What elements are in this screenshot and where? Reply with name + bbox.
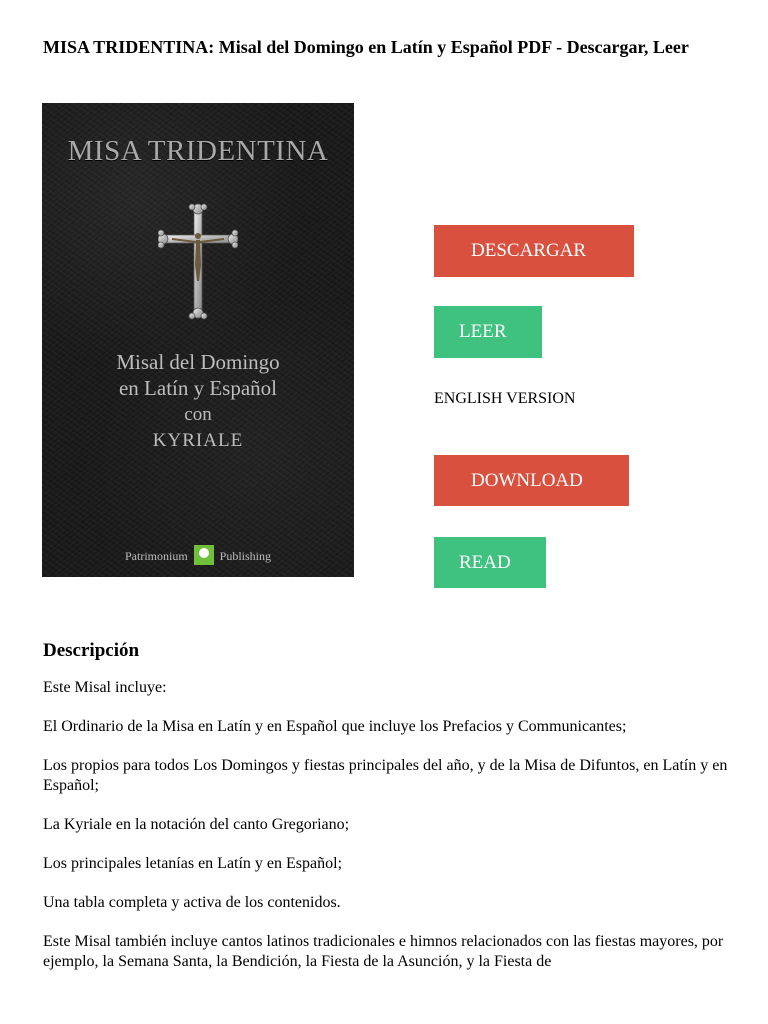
description-body xyxy=(43,678,733,991)
page-title: MISA TRIDENTINA: Misal del Domingo en Latín y Español PDF - Descargar, Leer xyxy=(43,37,689,57)
cover-subtitle-line4: KYRIALE xyxy=(152,430,244,451)
descargar-button[interactable]: DESCARGAR xyxy=(434,225,634,277)
book-cover xyxy=(42,103,354,577)
description-paragraph: El Ordinario de la Misa en Latín y en Español que incluye los Prefacios y Communicantes; xyxy=(43,718,627,735)
cover-subtitle-line3: con xyxy=(184,404,212,425)
crucifix-icon xyxy=(158,203,238,321)
description-paragraph: Este Misal también incluye cantos latinos tradicionales e himnos relacionados con las fiestas mayores, por ejemplo, la Semana Santa, la Bendición, la Fiesta de la Asunción, y la Fiesta de xyxy=(43,933,724,970)
cover-title: MISA TRIDENTINA xyxy=(67,135,329,167)
publisher-name-left: Patrimonium xyxy=(124,549,188,563)
publisher-name-right: Publishing xyxy=(219,549,272,563)
description-paragraph: Una tabla completa y activa de los contenidos. xyxy=(43,894,341,911)
tree-logo-icon xyxy=(194,545,214,565)
cover-subtitle-line2: en Latín y Español xyxy=(118,376,278,400)
english-version-label: ENGLISH VERSION xyxy=(434,390,576,407)
read-button[interactable]: READ xyxy=(434,537,546,588)
description-paragraph: Este Misal incluye: xyxy=(43,679,167,696)
description-paragraph: Los propios para todos Los Domingos y fiestas principales del año, y de la Misa de Difuntos, en Latín y en Español; xyxy=(43,757,728,794)
cover-publisher xyxy=(42,545,354,565)
cover-subtitle-line1: Misal del Domingo xyxy=(116,350,280,374)
description-heading: Descripción xyxy=(43,640,140,661)
leer-button[interactable]: LEER xyxy=(434,306,542,358)
description-paragraph: La Kyriale en la notación del canto Gregoriano; xyxy=(43,816,350,833)
description-paragraph: Los principales letanías en Latín y en Español; xyxy=(43,855,343,872)
download-button[interactable]: DOWNLOAD xyxy=(434,455,629,506)
